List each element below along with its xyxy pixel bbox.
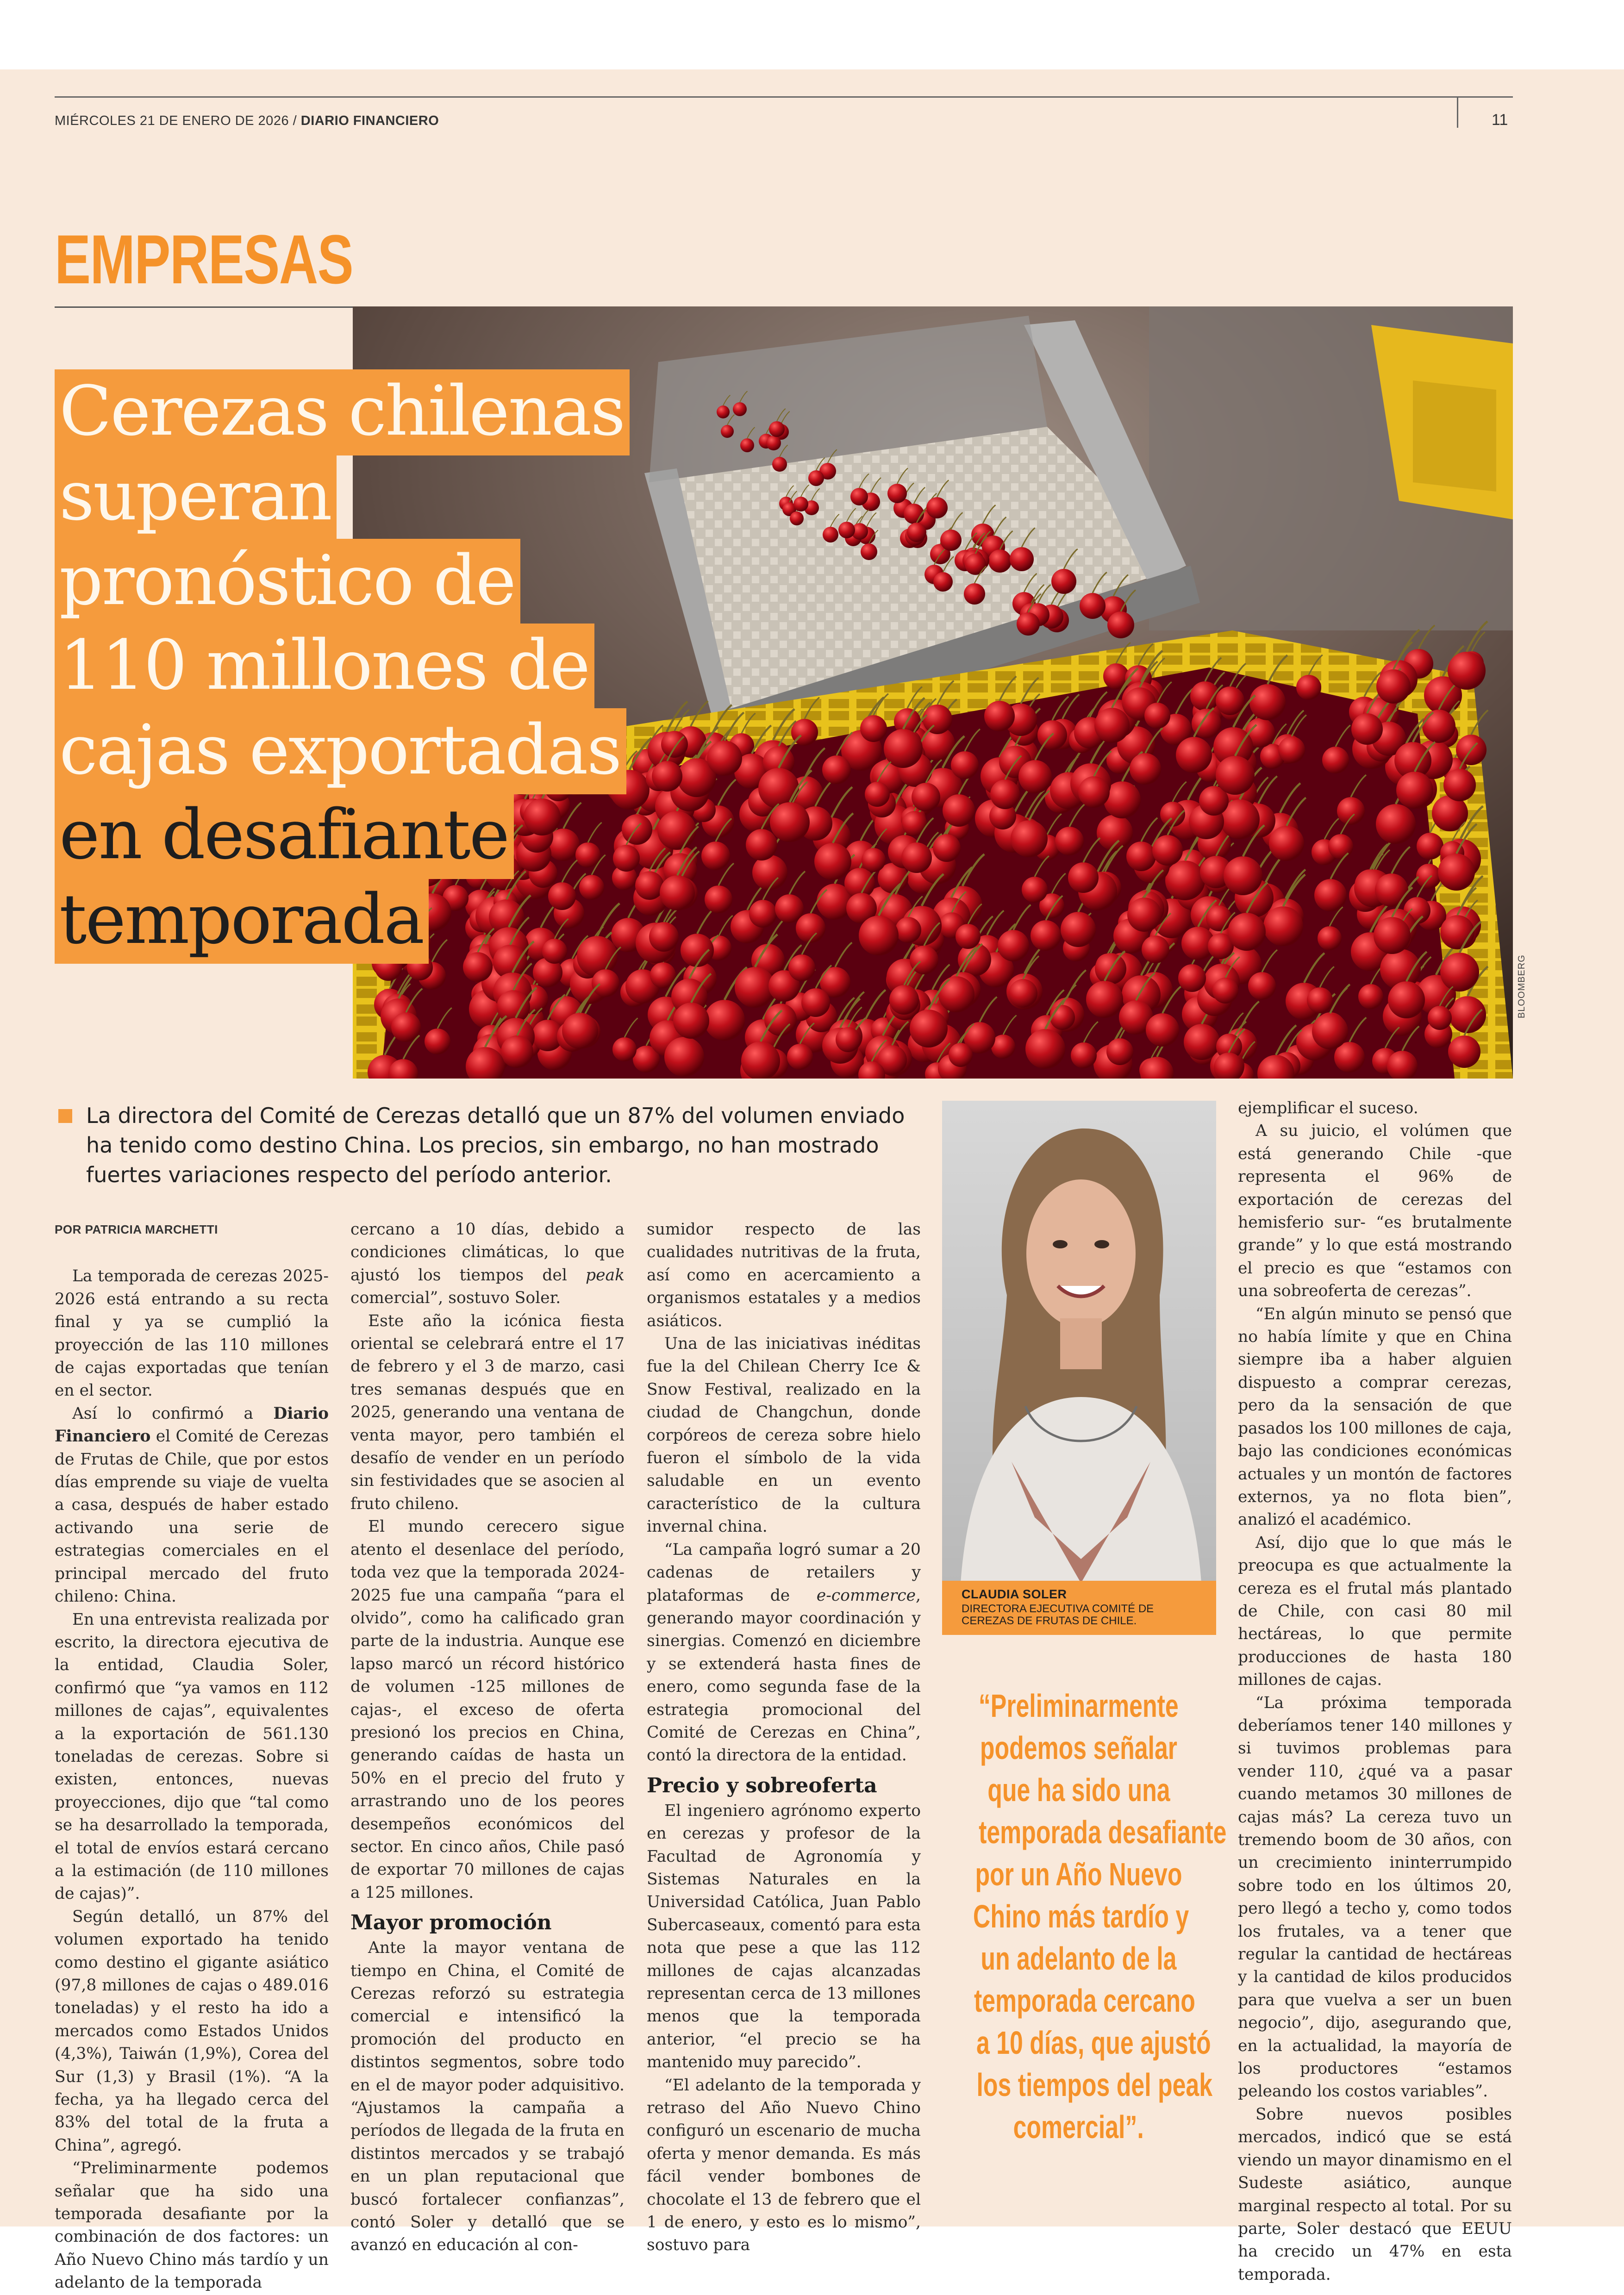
cherry [1025, 1029, 1065, 1069]
cherry [1376, 804, 1416, 844]
cherry [1176, 737, 1212, 773]
cherry [1328, 834, 1353, 859]
cherry [901, 842, 932, 873]
lede-text: La directora del Comité de Cerezas detalló que un 87% del volumen enviado ha tenido como destino China. Los precios, sin embargo, no han mostrado fuertes variaciones respecto del período anterior. [86, 1103, 905, 1187]
cherry [704, 1000, 745, 1041]
cherry [822, 755, 851, 784]
cherry [705, 886, 732, 913]
cherry [740, 438, 754, 452]
pull-quote-line: temporada desafiante [979, 1814, 1227, 1850]
cherry [788, 954, 815, 981]
cherry [808, 470, 824, 486]
cherry [752, 855, 787, 890]
paragraph: ejemplificar el suceso. [1238, 1099, 1418, 1117]
cherry [1388, 981, 1425, 1018]
cherry [964, 583, 985, 605]
caption-role: DIRECTORA EJECUTIVA COMITÉ DE CEREZAS DE FRUTAS DE CHILE. [962, 1603, 1154, 1627]
subheading: Mayor promoción [350, 1911, 552, 1935]
paragraph: cercano a 10 días, debido a condiciones climáticas, lo que ajustó los tiempos del peak comercial”, sostuvo Soler. [350, 1220, 625, 1308]
cherry [861, 543, 877, 560]
cherry [764, 1004, 797, 1036]
cherry [1443, 769, 1476, 801]
headline-line-5: cajas exportadas [55, 708, 626, 794]
cherry [1376, 669, 1411, 704]
cherry [1212, 978, 1238, 1004]
cherry [717, 405, 730, 418]
headline-line-3: pronóstico de [55, 539, 520, 625]
cherry [769, 421, 785, 437]
cherry [1146, 1013, 1179, 1047]
paragraph: “La próxima temporada deberíamos tener 140 millones y si tuvimos problemas para vender 110, ¿qué va a pasar cuando metamos 30 millones de cajas más? La cereza tuvo un tremendo boom de 30 años, con un crecimiento ininterrumpido sobre todo en los últimos 20, pero llegó a techo y, como todos los frutales, va a tener que regular la cantidad de hectáreas y la cantidad de kilos producidos para que vuelva a ser un buen negocio”, dijo, asegurando que, en la actualidad, la mayoría de los productores “estamos peleando los costos variables”. [1238, 1693, 1512, 2101]
cherry [1061, 912, 1096, 947]
pull-quote-line: comercial”. [1013, 2109, 1144, 2145]
caption-name: CLAUDIA SOLER [962, 1587, 1067, 1601]
paragraph: Sobre nuevos posibles mercados, indicó que se está viendo un mayor dinamismo en el Sudeste asiático, aunque marginal respecto al total. Por su parte, Soler destacó que EEUU ha crecido un 47% en esta temporada. [1238, 2105, 1512, 2284]
cherry [949, 1043, 973, 1067]
cherry [836, 1027, 861, 1052]
cherry [1351, 713, 1383, 745]
cherry [1448, 1035, 1480, 1068]
cherry [990, 780, 1020, 809]
paragraph: En una entrevista realizada por escrito, la directora ejecutiva de la entidad, Claudia Soler, confirmó que “ya vamos en 112 millones de cajas”, equivalentes a la exportación de 561.130 toneladas de cerezas. Sobre si existen, entonces, nuevas proyecciones, dijo que “tal como se ha desarrollado la temporada, el total de envíos estará cercano a la estimación (de 110 millones de cajas)”. [55, 1610, 329, 1903]
paragraph: El ingeniero agrónomo experto en cerezas y profesor de la Facultad de Agronomía y Sistemas Naturales en la Universidad Católica, Juan Pablo Subercaseaux, comentó para esta nota que pese a que las 112 millones de cajas alcanzadas representan cerca de 13 millones menos que la temporada anterior, “el precio se ha mantenido muy parecido”. [647, 1801, 921, 2072]
cherry [793, 497, 808, 511]
headline [55, 369, 703, 962]
cherry [988, 549, 1012, 573]
cherry [790, 511, 804, 525]
cherry [895, 917, 921, 943]
paragraph: Según detalló, un 87% del volumen exportado ha tenido como destino el gigante asiático (97,8 millones de cajas o 489.016 toneladas) y el resto ha ido a mercados como Estados Unidos (4,3%), Taiwán (1,9%), Corea del Sur (1,3) y Brasil (1%). “A la fecha, ya ha llegado cerca del 83% del total de la fruta a China”, agregó. [55, 1907, 329, 2155]
pull-quote-line: “Preliminarmente [979, 1688, 1179, 1724]
cherry [1216, 756, 1255, 795]
cherry [823, 527, 838, 543]
cherry [1086, 981, 1123, 1018]
pull-quote-line: Chino más tardío y [973, 1898, 1189, 1934]
cherry [838, 522, 855, 538]
paragraph: A su juicio, el volúmen que está generando Chile -que representa el 96% de exportación de cerezas del hemisferio sur- “es brutalmente grande” y lo que está mostrando el precio es que “estamos con una sobreoferta de cerezas”. [1238, 1122, 1512, 1301]
cherry [965, 554, 986, 575]
cherry [1009, 979, 1037, 1008]
cherry [910, 1010, 948, 1048]
cherry [1249, 684, 1286, 720]
cherry [1296, 675, 1321, 700]
cherry [801, 988, 830, 1017]
cherry [1374, 917, 1411, 954]
cherry [1307, 987, 1333, 1013]
cherry [887, 484, 907, 503]
cherry [501, 1035, 533, 1068]
cherry [664, 1037, 704, 1077]
pull-quote-line: a 10 días, que ajustó [976, 2025, 1211, 2061]
cherry [933, 834, 961, 862]
cherry [956, 924, 981, 949]
cherry [1018, 760, 1052, 793]
cherry [943, 794, 975, 827]
pull-quote-line: por un Año Nuevo [975, 1856, 1182, 1892]
cherry [850, 488, 868, 505]
cherry [923, 705, 952, 734]
cherry [1448, 652, 1486, 690]
cherry [865, 782, 890, 807]
cherry [912, 783, 940, 811]
cherry [1417, 833, 1443, 860]
lede [55, 1101, 934, 1190]
cherry [951, 751, 979, 779]
headline-line-1: Cerezas chilenas [55, 369, 630, 455]
cherry [1078, 776, 1110, 808]
section-title: EMPRESAS [55, 220, 353, 298]
section-rule [55, 306, 353, 308]
cherry [1126, 842, 1156, 871]
cherry [1022, 877, 1048, 903]
cherry [1184, 1024, 1220, 1060]
cherry [860, 715, 887, 742]
cherry [1071, 1042, 1097, 1068]
cherry [1396, 772, 1433, 809]
cherry [1314, 879, 1347, 911]
cherry [1422, 710, 1455, 743]
paper-mention: Diario Financiero [55, 1404, 329, 1446]
cherry [862, 848, 886, 872]
cherry [1080, 593, 1106, 619]
cherry [907, 523, 926, 542]
photo-caption [942, 1581, 1216, 1635]
cherry [1358, 984, 1383, 1009]
cherry [938, 976, 974, 1012]
header-rule [55, 96, 1513, 98]
cherry [1263, 906, 1303, 946]
cherry [1130, 753, 1161, 785]
cherry [1107, 611, 1134, 638]
cherry [787, 1044, 813, 1070]
paragraph: “El adelanto de la temporada y retraso del Año Nuevo Chino configuró un escenario de mucha oferta y menor demanda. Es más fácil vender bombones de chocolate el 13 de febrero que el 1 de enero, y esto es lo mismo”, sostuvo para [647, 2076, 921, 2255]
header-divider [1457, 96, 1458, 128]
article-column-2 [350, 1218, 625, 2257]
claudia-soler-portrait [942, 1101, 1216, 1583]
cherry [721, 425, 734, 438]
paragraph: La temporada de cerezas 2025-2026 está entrando a su recta final y ya se cumplió la proyección de las 110 millones de cajas exportadas que tenían en el sector. [55, 1267, 329, 1400]
subheading: Precio y sobreoferta [647, 1773, 877, 1797]
cherry [940, 530, 962, 551]
cherry [733, 402, 747, 416]
cherry [889, 985, 919, 1015]
cherry [984, 701, 1015, 731]
paper-name: DIARIO FINANCIERO [300, 113, 439, 128]
cherry [772, 457, 787, 472]
pull-quote [935, 1685, 1227, 2148]
cherry [1206, 905, 1232, 931]
headline-line-2: superan [55, 454, 337, 540]
page-number: 11 [1492, 111, 1508, 129]
cherry [1269, 826, 1304, 861]
cherry [749, 900, 777, 928]
cherry [592, 969, 619, 997]
cherry [1440, 953, 1479, 992]
cherry [1428, 1006, 1452, 1030]
cherry [1055, 827, 1084, 855]
cherry [910, 946, 938, 974]
issue-date: MIÉRCOLES 21 DE ENERO DE 2026 / [55, 113, 297, 128]
cherry [814, 843, 851, 880]
pull-quote-line: que ha sido una [987, 1772, 1170, 1808]
paragraph: “Preliminarmente podemos señalar que ha sido una temporada desafiante por la combinación de dos factores: un Año Nuevo Chino más tardío y un adelanto de la temporada [55, 2159, 329, 2292]
cherry [673, 1003, 709, 1039]
cherry [1440, 915, 1474, 949]
cherry [707, 741, 742, 776]
cherry [1031, 920, 1061, 951]
cherry [1318, 926, 1342, 950]
cherry [1224, 856, 1262, 895]
portrait-photo [942, 1101, 1216, 1583]
cherry [1017, 612, 1040, 636]
cherry [1127, 898, 1162, 932]
paragraph: El mundo cerecero sigue atento el desenlace del período, toda vez que la temporada 2024-2025 fue una campaña “para el olvido”, como ha calificado gran parte de la industria. Aunque ese lapso marcó un récord histórico de volumen -125 millones de cajas-, el exceso de oferta presionó los precios en China, generando caídas de hasta un 50% en el precio del fruto y arrastrando uno de los peores desempeños económicos del sector. En cinco años, Chile pasó de exportar 70 millones de cajas a 125 millones. [350, 1517, 625, 1902]
cherry [1144, 703, 1170, 729]
headline-line-4: 110 millones de [55, 624, 594, 710]
cherry [1312, 1013, 1348, 1049]
cherry [1050, 1005, 1075, 1030]
paragraph: “En algún minuto se pensó que no había límite y que en China siempre iba a haber alguien dispuesto a comprar cerezas, pero da la sensación de que pasados los 100 millones de caja, bajo las condiciones económicas actuales y un montón de factores externos, ya no flota bien”, analizó el académico. [1238, 1304, 1512, 1529]
paragraph: “La campaña logró sumar a 20 cadenas de retailers y plataformas de e-commerce, generando mayor coordinación y sinergias. Comenzó en diciembre y se extenderá hasta fines de enero, como segunda fase de la estrategia promocional del Comité de Cerezas en China”, contó la directora de la entidad. [647, 1540, 921, 1765]
cherry [1094, 708, 1130, 743]
headline-line-6: en desafiante [55, 793, 514, 879]
cherry [1190, 681, 1220, 711]
cherry [1152, 835, 1183, 866]
cherry [425, 1029, 450, 1054]
cherry [1216, 686, 1244, 715]
cherry [701, 842, 730, 870]
article-column-4 [1238, 1097, 1512, 2286]
cherry [1106, 1038, 1133, 1065]
paragraph: Ante la mayor ventana de tiempo en China, el Comité de Cerezas reforzó su estrategia comercial e intensificó la promoción del producto en distintos segmentos, sobre todo en el de mayor poder adquisitivo. “Ajustamos la campaña a períodos de llegada de la fruta en distintos mercados y se trabajó en un plan reputacional que buscó fortalecer confianzas”, contó Soler y detalló que se avanzó en educación al con- [350, 1939, 625, 2255]
cherry [884, 729, 923, 768]
cherry [1165, 861, 1205, 900]
cherry [746, 829, 777, 861]
cherry [1142, 935, 1169, 963]
cherry [1178, 964, 1206, 992]
cherry [1010, 547, 1034, 571]
cherry [1068, 862, 1099, 893]
paragraph: sumidor respecto de las cualidades nutritivas de la fruta, así como en acercamiento a organismos estatales y a medios asiáticos. [647, 1220, 921, 1330]
cherry [1438, 854, 1475, 891]
cherry [1416, 864, 1441, 889]
headline-line-7: temporada [55, 878, 429, 964]
pull-quote-line: los tiempos del peak [976, 2067, 1213, 2103]
cherry [562, 1013, 598, 1049]
cherry [933, 572, 953, 592]
paragraph: Así lo confirmó a Diario Financiero el Comité de Cerezas de Frutas de Chile, que por estos días emprende su viaje de vuelta a casa, después de haber estado activando una serie de estrategias comerciales en el principal mercado del fruto chileno: China. [55, 1404, 329, 1606]
cherry [1051, 569, 1076, 594]
cherry [1322, 747, 1349, 773]
lede-bullet-icon [58, 1109, 72, 1123]
cherry [1011, 820, 1048, 857]
cherry [998, 930, 1029, 961]
cherry [766, 436, 781, 450]
article-column-3 [647, 1218, 921, 2257]
pull-quote-line: temporada cercano [974, 1983, 1195, 2019]
paragraph: Así, dijo que lo que más le preocupa es que actualmente la cereza es el frutal más plantado de Chile, con casi 80 mil hectáreas, lo que permite producciones de hasta 180 millones de cajas. [1238, 1533, 1512, 1690]
cherry [1337, 797, 1365, 825]
cherry [612, 1037, 637, 1061]
cherry [1228, 913, 1266, 951]
cherry [1248, 972, 1276, 1000]
cherry [859, 916, 899, 955]
photo-credit: BLOOMBERG [1517, 954, 1527, 1018]
cherry [926, 497, 948, 518]
paragraph: Una de las iniciativas inéditas fue la del Chilean Cherry Ice & Snow Festival, realizado en la ciudad de Changchun, donde corpóreos de cereza sobre hielo fueron el símbolo de la vida saludable en un evento característico de la cultura invernal china. [647, 1335, 921, 1536]
article-column-1 [55, 1218, 329, 2295]
pull-quote-line: podemos señalar [980, 1730, 1178, 1766]
paragraph: Este año la icónica fiesta oriental se celebrará entre el 17 de febrero y el 3 de marzo, casi tres semanas después que en 2025, generando una ventana de venta mayor, pero también el desafío de vender en un período sin festividades que se asocien al fruto chileno. [350, 1311, 625, 1513]
cherry [770, 802, 810, 842]
cherry [1278, 736, 1305, 763]
masthead [55, 113, 439, 129]
cherry [1375, 873, 1408, 907]
pull-quote-line: un adelanto de la [981, 1940, 1177, 1977]
byline: POR PATRICIA MARCHETTI [55, 1222, 218, 1236]
